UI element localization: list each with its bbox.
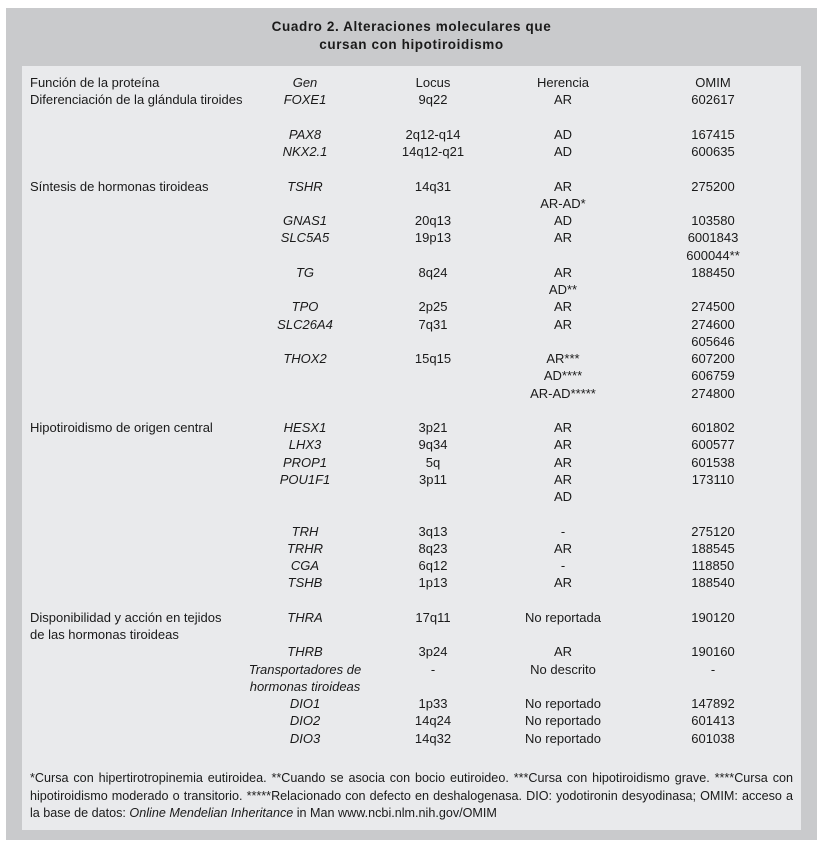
cell-gen: PROP1: [282, 454, 328, 470]
table-row: [22, 385, 801, 402]
table-row: [22, 540, 801, 557]
footnotes: [30, 770, 793, 823]
cell-gen: FOXE1: [283, 92, 327, 108]
table-row: [22, 436, 801, 453]
cell-locus: 9q22: [418, 92, 448, 108]
cell-omim: 275200: [691, 178, 735, 194]
cell-omim: 173110: [691, 471, 735, 487]
cell-gen: THRA: [287, 609, 323, 625]
cell-herencia: No reportado: [525, 730, 601, 746]
cell-omim: 274800: [691, 385, 735, 401]
table-row: [22, 298, 801, 315]
cell-herencia: -: [560, 523, 566, 539]
cell-omim: 190160: [691, 644, 735, 660]
table-row: [22, 643, 801, 660]
footnote-text-end: in Man www.ncbi.nlm.nih.gov/OMIM: [293, 806, 497, 820]
cell-herencia: AR: [553, 230, 573, 246]
cell-gen: SLC5A5: [280, 230, 330, 246]
cell-funcion: Disponibilidad y acción en tejidos: [30, 609, 222, 625]
cell-locus: 3p24: [418, 644, 448, 660]
cell-locus: 14q24: [414, 713, 452, 729]
cell-locus: 7q31: [418, 316, 448, 332]
cell-herencia: AD**: [548, 282, 578, 297]
cell-gen: TG: [295, 264, 315, 280]
table-row: [22, 143, 801, 160]
title-line-1: Cuadro 2. Alteraciones moleculares que: [271, 19, 552, 34]
cell-omim: 601538: [691, 454, 735, 470]
cell-gen: LHX3: [288, 437, 322, 453]
cell-gen: TPO: [291, 299, 319, 315]
cell-locus: 8q23: [418, 540, 448, 556]
cell-herencia: AD: [553, 126, 573, 142]
cell-herencia: AD****: [543, 368, 583, 384]
title-line-2: cursan con hipotiroidismo: [319, 37, 504, 52]
cell-omim: 606759: [691, 368, 735, 384]
cell-omim: 188540: [691, 575, 735, 591]
cell-herencia: AR-AD*: [540, 195, 586, 211]
cell-funcion: Diferenciación de la glándula tiroides: [30, 92, 243, 108]
cell-herencia: No descrito: [530, 661, 596, 677]
table-row: [22, 367, 801, 384]
cell-gen: THOX2: [283, 351, 327, 366]
cell-locus: 14q32: [414, 730, 452, 746]
cell-locus: 15q15: [414, 351, 452, 366]
cell-omim: 6001843: [687, 230, 739, 246]
cell-omim: 602617: [691, 92, 735, 108]
cell-herencia: AD: [553, 489, 573, 504]
table-row: [22, 574, 801, 591]
cell-gen: POU1F1: [279, 471, 331, 487]
table-row: [22, 523, 801, 540]
cell-herencia: AR-AD*****: [530, 385, 596, 401]
cell-locus: 2p25: [418, 299, 448, 315]
cell-locus: 3p11: [419, 471, 447, 487]
cell-herencia: AR***: [546, 351, 580, 366]
cell-herencia: AR: [553, 454, 573, 470]
cell-herencia: AR: [553, 437, 573, 453]
table-row: [22, 661, 801, 678]
cell-locus: 6q12: [418, 558, 448, 573]
table-row: [22, 712, 801, 729]
cell-locus: 3p21: [418, 420, 448, 435]
cell-locus: 3q13: [418, 523, 448, 539]
cell-gen: NKX2.1: [282, 144, 328, 159]
cell-herencia: AD: [553, 144, 573, 159]
table-title: [6, 18, 817, 54]
cell-locus: 1p33: [418, 696, 448, 711]
cell-omim: 188450: [691, 264, 735, 280]
cell-omim: 601802: [691, 420, 735, 435]
cell-funcion: Síntesis de hormonas tiroideas: [30, 178, 209, 194]
cell-gen: THRB: [287, 644, 323, 660]
cell-locus: 5q: [425, 454, 441, 470]
cell-gen: TSHR: [287, 178, 323, 194]
table-row: [22, 488, 801, 505]
cell-locus: 17q11: [415, 609, 451, 625]
cell-herencia: AD: [553, 213, 573, 228]
cell-herencia: AR: [553, 316, 573, 332]
table-body: [22, 74, 801, 747]
table-panel: [22, 66, 801, 830]
table-row: [22, 281, 801, 298]
header-herencia: Herencia: [536, 75, 590, 90]
cell-omim: 274600: [691, 316, 735, 332]
table-row: [22, 229, 801, 246]
cell-herencia: AR: [553, 264, 573, 280]
cell-herencia: AR: [553, 540, 573, 556]
cell-locus: 20q13: [414, 213, 452, 228]
cell-locus: 9q34: [418, 437, 448, 453]
cell-omim: 600635: [691, 144, 735, 159]
cell-omim: 601413: [691, 713, 735, 729]
header-gen: Gen: [292, 75, 318, 90]
cell-gen: DIO1: [289, 696, 321, 711]
cell-gen: DIO3: [289, 730, 321, 746]
table-row: [22, 557, 801, 574]
cell-omim: 600577: [691, 437, 735, 453]
cell-omim: 190120: [691, 609, 735, 625]
cell-herencia: AR: [553, 471, 573, 487]
table-header-row: [22, 74, 801, 91]
cell-locus: 2q12-q14: [405, 126, 461, 142]
cell-omim: 275120: [691, 523, 735, 539]
table-row: [22, 592, 801, 609]
cell-gen: Transportadores de: [248, 661, 362, 677]
cell-locus: 14q12-q21: [401, 144, 465, 159]
cell-herencia: No reportada: [525, 609, 601, 625]
table-row: [22, 350, 801, 367]
cell-herencia: No reportado: [525, 696, 601, 711]
table-row: [22, 126, 801, 143]
table-row: [22, 91, 801, 108]
cell-herencia: AR: [553, 299, 573, 315]
table-row: [22, 609, 801, 626]
cell-omim: 103580: [691, 213, 735, 228]
table-row: [22, 419, 801, 436]
footnote-text: *Cursa con hipertirotropinemia eutiroidea. **Cuando se asocia con bocio eutiroideo. ***Cursa con hipotiroidismo grave. ****Cursa con hipotiroidismo moderado o transitorio. *****Relacionado con defecto en deshalogenasa. DIO: yodotironin desyodinasa; OMIM: acceso a la base de datos:: [30, 771, 793, 820]
cell-gen: HESX1: [283, 420, 327, 435]
table-row: [22, 505, 801, 522]
table-frame: [6, 8, 817, 840]
cell-omim: 147892: [691, 696, 735, 711]
cell-omim: 605646: [691, 333, 735, 349]
cell-gen: SLC26A4: [277, 316, 333, 332]
cell-gen: DIO2: [289, 713, 321, 729]
footnote-italic: Online Mendelian Inheritance: [129, 806, 294, 820]
cell-locus: 1p13: [418, 575, 448, 591]
table-row: [22, 178, 801, 195]
cell-herencia: AR: [553, 178, 573, 194]
cell-herencia: AR: [553, 644, 573, 660]
cell-omim: 601038: [691, 730, 735, 746]
cell-gen: TSHB: [287, 575, 323, 591]
cell-gen: hormonas tiroideas: [249, 678, 361, 694]
cell-locus: 14q31: [414, 178, 452, 194]
cell-omim: 607200: [691, 351, 735, 366]
header-omim: OMIM: [695, 75, 731, 90]
cell-locus: -: [430, 661, 436, 677]
table-row: [22, 264, 801, 281]
cell-omim: 167415: [691, 126, 735, 142]
cell-funcion: de las hormonas tiroideas: [30, 627, 179, 642]
cell-omim: 118850: [691, 558, 735, 573]
table-row: [22, 626, 801, 643]
cell-herencia: -: [560, 558, 566, 573]
cell-omim: 188545: [691, 540, 735, 556]
cell-gen: TRH: [291, 523, 319, 539]
cell-locus: 8q24: [418, 264, 448, 280]
table-row: [22, 471, 801, 488]
table-row: [22, 316, 801, 333]
cell-locus: 19p13: [414, 230, 452, 246]
table-row: [22, 695, 801, 712]
header-locus: Locus: [415, 75, 451, 90]
cell-herencia: AR: [553, 420, 573, 435]
cell-omim: 274500: [691, 299, 735, 315]
table-row: [22, 212, 801, 229]
table-row: [22, 109, 801, 126]
table-row: [22, 730, 801, 747]
table-row: [22, 247, 801, 264]
table-row: [22, 333, 801, 350]
cell-herencia: AR: [553, 575, 573, 591]
cell-gen: GNAS1: [282, 213, 328, 228]
cell-omim: 600044**: [686, 247, 740, 263]
table-row: [22, 160, 801, 177]
cell-gen: TRHR: [286, 540, 324, 556]
header-funcion: Función de la proteína: [30, 75, 160, 90]
cell-gen: PAX8: [288, 126, 322, 142]
table-row: [22, 195, 801, 212]
cell-gen: CGA: [290, 558, 320, 573]
table-row: [22, 678, 801, 695]
table-row: [22, 454, 801, 471]
cell-funcion: Hipotiroidismo de origen central: [30, 420, 213, 435]
cell-herencia: No reportado: [525, 713, 601, 729]
cell-herencia: AR: [553, 92, 573, 108]
cell-omim: -: [710, 661, 716, 677]
table-row: [22, 402, 801, 419]
